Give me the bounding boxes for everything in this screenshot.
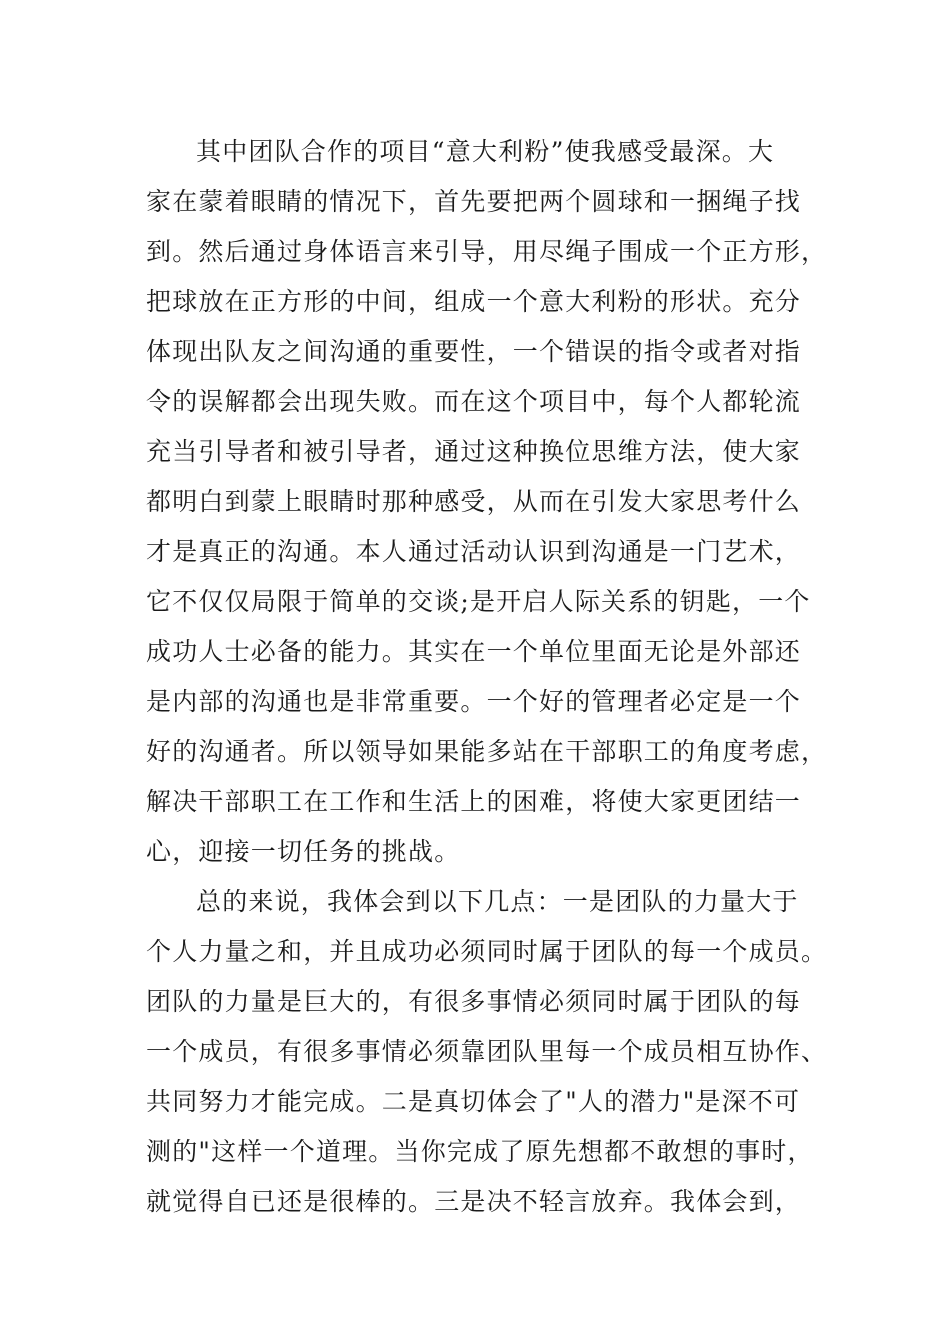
paragraph-1-line-14: 解决干部职工在工作和生活上的困难，将使大家更团结一 [146,787,802,816]
paragraph-1-line-7: 充当引导者和被引导者，通过这种换位思维方法，使大家 [146,437,802,466]
paragraph-1-line-5: 体现出队友之间沟通的重要性，一个错误的指令或者对指 [146,337,802,366]
paragraph-1-line-10: 它不仅仅局限于简单的交谈;是开启人际关系的钥匙，一个 [146,587,811,616]
paragraph-1-line-15: 心，迎接一切任务的挑战。 [146,837,461,866]
paragraph-1-line-8: 都明白到蒙上眼睛时那种感受，从而在引发大家思考什么 [146,487,802,516]
paragraph-2-line-6: 测的"这样一个道理。当你完成了原先想都不敢想的事时， [146,1137,814,1166]
paragraph-2-line-1: 总的来说，我体会到以下几点：一是团队的力量大于 [196,887,799,916]
paragraph-2-line-4: 一个成员，有很多事情必须靠团队里每一个成员相互协作、 [146,1037,828,1066]
paragraph-1-line-6: 令的误解都会出现失败。而在这个项目中，每个人都轮流 [146,387,802,416]
paragraph-1-line-9: 才是真正的沟通。本人通过活动认识到沟通是一门艺术， [146,537,802,566]
paragraph-2-line-3: 团队的力量是巨大的，有很多事情必须同时属于团队的每 [146,987,802,1016]
paragraph-2-line-7: 就觉得自已还是很棒的。三是决不轻言放弃。我体会到， [146,1187,802,1216]
paragraph-2-line-2: 个人力量之和，并且成功必须同时属于团队的每一个成员。 [146,937,828,966]
paragraph-1-line-3: 到。然后通过身体语言来引导，用尽绳子围成一个正方形， [146,237,828,266]
paragraph-1-line-1: 其中团队合作的项目“意大利粉”使我感受最深。大 [196,137,775,166]
paragraph-2-line-5: 共同努力才能完成。二是真切体会了"人的潜力"是深不可 [146,1087,801,1116]
paragraph-1-line-12: 是内部的沟通也是非常重要。一个好的管理者必定是一个 [146,687,802,716]
paragraph-1-line-11: 成功人士必备的能力。其实在一个单位里面无论是外部还 [146,637,802,666]
paragraph-1-line-4: 把球放在正方形的中间，组成一个意大利粉的形状。充分 [146,287,802,316]
paragraph-1-line-13: 好的沟通者。所以领导如果能多站在干部职工的角度考虑， [146,737,828,766]
paragraph-1-line-2: 家在蒙着眼睛的情况下，首先要把两个圆球和一捆绳子找 [146,187,802,216]
